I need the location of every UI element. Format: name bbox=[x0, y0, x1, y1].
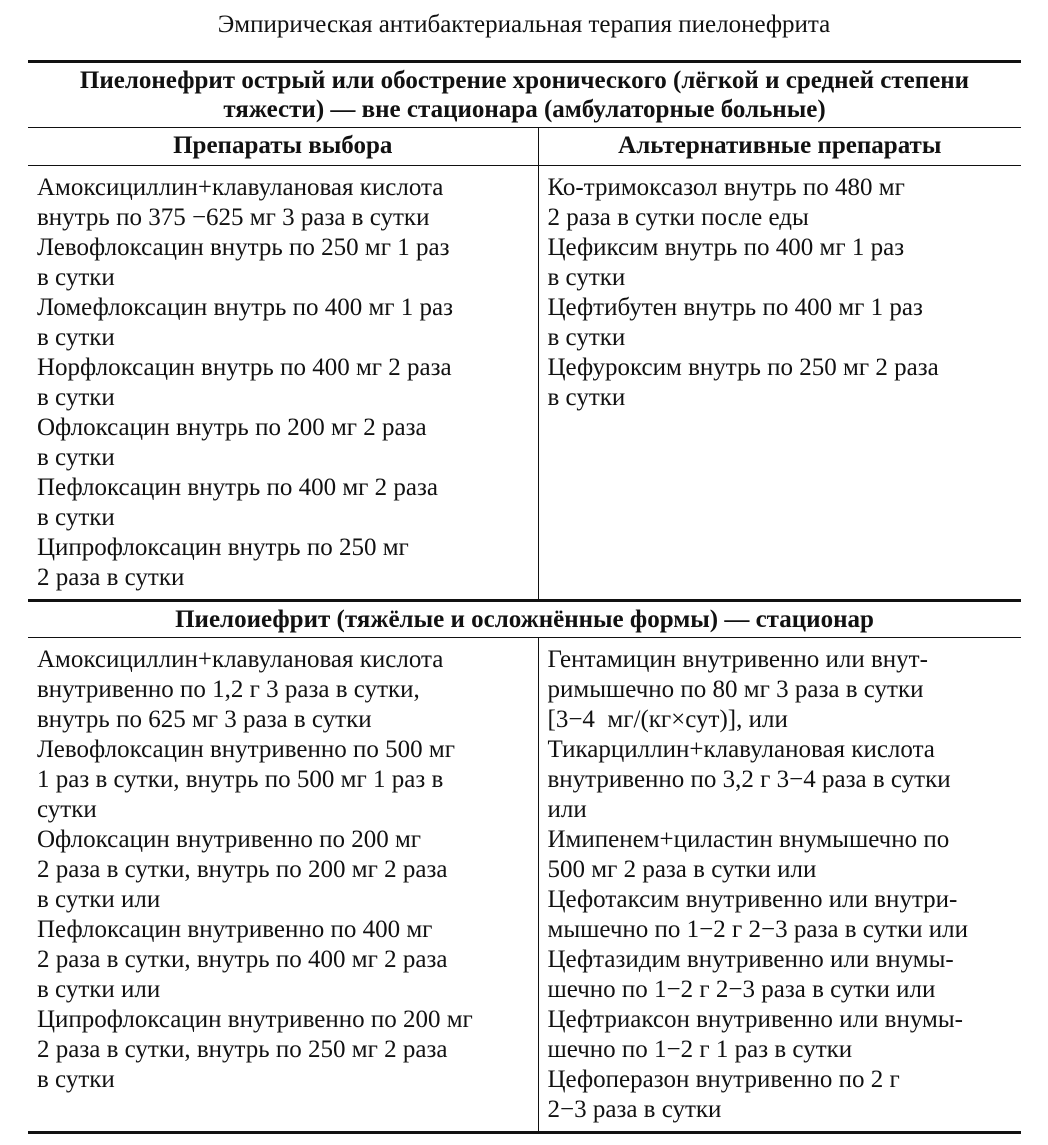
col-header-preferred: Препараты выбора bbox=[28, 128, 538, 166]
drug-line: 2 раза в сутки после еды bbox=[547, 204, 809, 231]
drug-line: Цефтибутен внутрь по 400 мг 1 раз bbox=[547, 294, 923, 321]
drug-line: Имипенем+циластин внумышечно по bbox=[547, 826, 950, 853]
drug-line: в сутки bbox=[37, 384, 115, 411]
drug-line: в сутки bbox=[37, 504, 115, 531]
drug-line: 2 раза в сутки, внутрь по 200 мг 2 раза bbox=[37, 856, 448, 883]
drug-line: шечно по 1−2 г 2−3 раза в сутки или bbox=[547, 976, 936, 1003]
drug-line: Пефлоксацин внутрь по 400 мг 2 раза bbox=[37, 474, 439, 501]
section2-title: Пиелоиефрит (тяжёлые и осложнённые формы) — стационар bbox=[28, 601, 1021, 638]
drug-line: внутрь по 625 мг 3 раза в сутки bbox=[37, 706, 372, 733]
table-caption: Эмпирическая антибактериальная терапия пиелонефрита bbox=[217, 11, 831, 38]
drug-line: внутрь по 375 −625 мг 3 раза в сутки bbox=[37, 204, 430, 231]
drug-line: 500 мг 2 раза в сутки или bbox=[547, 856, 817, 883]
drug-line: мышечно по 1−2 г 2−3 раза в сутки или bbox=[547, 916, 968, 943]
drug-line: в сутки или bbox=[37, 886, 161, 913]
section2-preferred-cell bbox=[28, 638, 538, 1133]
drug-line: Офлоксацин внутрь по 200 мг 2 раза bbox=[37, 414, 427, 441]
col-header-alternative: Альтернативные препараты bbox=[538, 128, 1021, 166]
drug-line: Тикарциллин+клавулановая кислота bbox=[547, 736, 935, 763]
drug-line: Цефиксим внутрь по 400 мг 1 раз bbox=[547, 234, 905, 261]
section2-title-row bbox=[28, 601, 1021, 638]
drug-line: Левофлоксацин внутривенно по 500 мг bbox=[37, 736, 455, 763]
drug-line: 2 раза в сутки, внутрь по 400 мг 2 раза bbox=[37, 946, 448, 973]
drug-line: Цефоперазон внутривенно по 2 г bbox=[547, 1066, 900, 1093]
section2-body-row bbox=[28, 638, 1021, 1133]
section1-alternative-cell bbox=[538, 166, 1021, 601]
section1-header-row bbox=[28, 128, 1021, 166]
drug-line: Ко-тримоксазол внутрь по 480 мг bbox=[547, 174, 905, 201]
drug-line: Цефуроксим внутрь по 250 мг 2 раза bbox=[547, 354, 939, 381]
drug-line: 1 раз в сутки, внутрь по 500 мг 1 раз в bbox=[37, 766, 444, 793]
drug-line: в сутки bbox=[547, 264, 626, 291]
drug-line: внутривенно по 1,2 г 3 раза в сутки, bbox=[37, 676, 420, 703]
drug-line: в сутки bbox=[547, 324, 626, 351]
drug-line: римышечно по 80 мг 3 раза в сутки bbox=[547, 676, 924, 703]
section1-title-row bbox=[28, 62, 1021, 128]
drug-line: Амоксициллин+клавулановая кислота bbox=[37, 174, 444, 201]
section2-alternative-cell bbox=[538, 638, 1021, 1133]
drug-line: Норфлоксацин внутрь по 400 мг 2 раза bbox=[37, 354, 452, 381]
drug-line: Офлоксацин внутривенно по 200 мг bbox=[37, 826, 422, 853]
drug-line: в сутки bbox=[37, 324, 115, 351]
drug-line: Цефтазидим внутривенно или внумы- bbox=[547, 946, 954, 973]
drug-line: Пефлоксацин внутривенно по 400 мг bbox=[37, 916, 433, 943]
section1-title-line1: Пиелонефрит острый или обострение хронического (лёгкой и средней степени bbox=[79, 67, 970, 94]
drug-line: сутки bbox=[37, 796, 97, 823]
drug-line: Гентамицин внутривенно или внут- bbox=[547, 646, 928, 673]
drug-line: Цефтриаксон внутривенно или внумы- bbox=[547, 1006, 963, 1033]
drug-line: в сутки bbox=[37, 444, 115, 471]
drug-line: Левофлоксацин внутрь по 250 мг 1 раз bbox=[37, 234, 450, 261]
drug-line: шечно по 1−2 г 1 раз в сутки bbox=[547, 1036, 853, 1063]
drug-line: Амоксициллин+клавулановая кислота bbox=[37, 646, 444, 673]
drug-line: в сутки bbox=[37, 264, 115, 291]
drug-line: или bbox=[547, 796, 587, 823]
drug-line: в сутки bbox=[37, 1066, 115, 1093]
section1-title-line2: тяжести) — вне стационара (амбулаторные больные) bbox=[223, 96, 826, 123]
drug-line: 2−3 раза в сутки bbox=[547, 1096, 722, 1123]
section1-preferred-cell bbox=[28, 166, 538, 601]
drug-line: Ципрофлоксацин внутрь по 250 мг bbox=[37, 534, 409, 561]
drug-line: Цефотаксим внутривенно или внутри- bbox=[547, 886, 958, 913]
therapy-table bbox=[28, 60, 1021, 1134]
drug-line: Ломефлоксацин внутрь по 400 мг 1 раз bbox=[37, 294, 454, 321]
drug-line: Ципрофлоксацин внутривенно по 200 мг bbox=[37, 1006, 473, 1033]
section1-title bbox=[28, 62, 1021, 128]
drug-line: [3−4 мг/(кг×сут)], или bbox=[547, 706, 788, 733]
drug-line: внутривенно по 3,2 г 3−4 раза в сутки bbox=[547, 766, 951, 793]
drug-line: 2 раза в сутки, внутрь по 250 мг 2 раза bbox=[37, 1036, 448, 1063]
drug-line: в сутки bbox=[547, 384, 626, 411]
drug-line: в сутки или bbox=[37, 976, 161, 1003]
section1-body-row bbox=[28, 166, 1021, 601]
drug-line: 2 раза в сутки bbox=[37, 564, 185, 591]
